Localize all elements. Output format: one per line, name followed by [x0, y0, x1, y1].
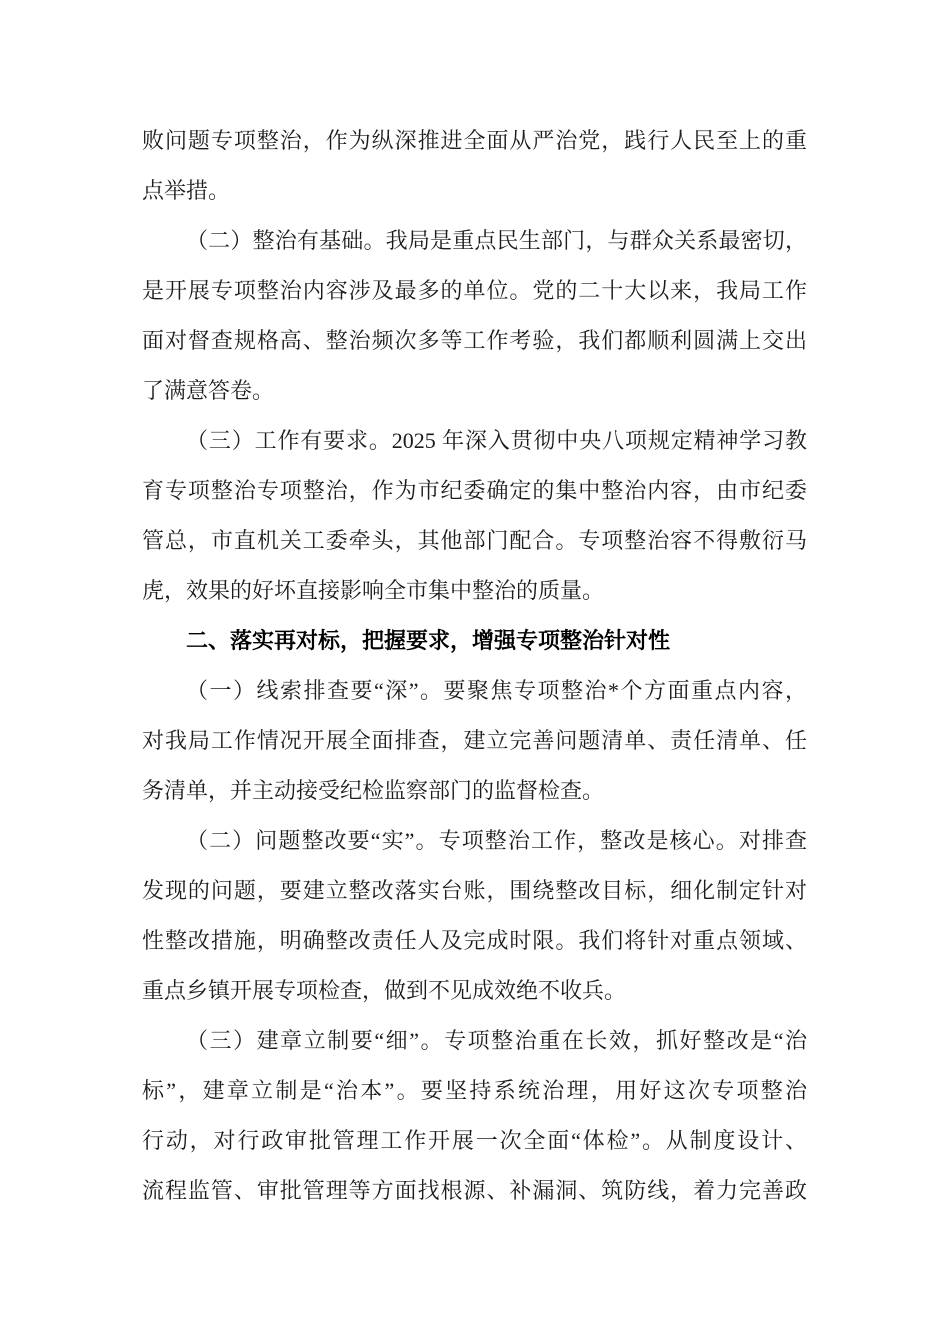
text-line: （一）线索排查要“深”。要聚焦专项整治*个方面重点内容，: [186, 678, 807, 703]
text-line: 发现的问题，要建立整改落实台账，围绕整改目标，细化制定针对: [142, 878, 807, 903]
text-line: 败问题专项整治，作为纵深推进全面从严治党，践行人民至上的重: [142, 128, 807, 153]
text-line: 面对督查规格高、整治频次多等工作考验，我们都顺利圆满上交出: [142, 328, 807, 353]
text-line: （三）建章立制要“细”。专项整治重在长效，抓好整改是“治: [186, 1028, 807, 1053]
text-line: 了满意答卷。: [142, 378, 275, 403]
text-line: 流程监管、审批管理等方面找根源、补漏洞、筑防线，着力完善政: [142, 1178, 807, 1203]
document-body: [142, 116, 807, 1216]
text-line: 重点乡镇开展专项检查，做到不见成效绝不收兵。: [142, 978, 627, 1003]
text-line: （二）整治有基础。我局是重点民生部门，与群众关系最密切，: [186, 228, 807, 253]
text-line: （三）工作有要求。2025 年深入贯彻中央八项规定精神学习教: [186, 428, 807, 453]
text-line: （二）问题整改要“实”。专项整治工作，整改是核心。对排查: [186, 828, 807, 853]
text-line: 管总，市直机关工委牵头，其他部门配合。专项整治容不得敷衍马: [142, 528, 807, 553]
text-line: 点举措。: [142, 178, 231, 203]
text-line: 对我局工作情况开展全面排查，建立完善问题清单、责任清单、任: [142, 728, 807, 753]
text-line: 行动，对行政审批管理工作开展一次全面“体检”。从制度设计、: [142, 1128, 807, 1153]
text-line: 虎，效果的好坏直接影响全市集中整治的质量。: [142, 578, 605, 603]
section-heading: 二、落实再对标，把握要求，增强专项整治针对性: [186, 628, 671, 653]
text-line: 是开展专项整治内容涉及最多的单位。党的二十大以来，我局工作: [142, 278, 807, 303]
text-line: 务清单，并主动接受纪检监察部门的监督检查。: [142, 778, 605, 803]
text-line: 标”，建章立制是“治本”。要坚持系统治理，用好这次专项整治: [142, 1078, 807, 1103]
text-line: 性整改措施，明确整改责任人及完成时限。我们将针对重点领域、: [142, 928, 807, 953]
text-line: 育专项整治专项整治，作为市纪委确定的集中整治内容，由市纪委: [142, 478, 807, 503]
